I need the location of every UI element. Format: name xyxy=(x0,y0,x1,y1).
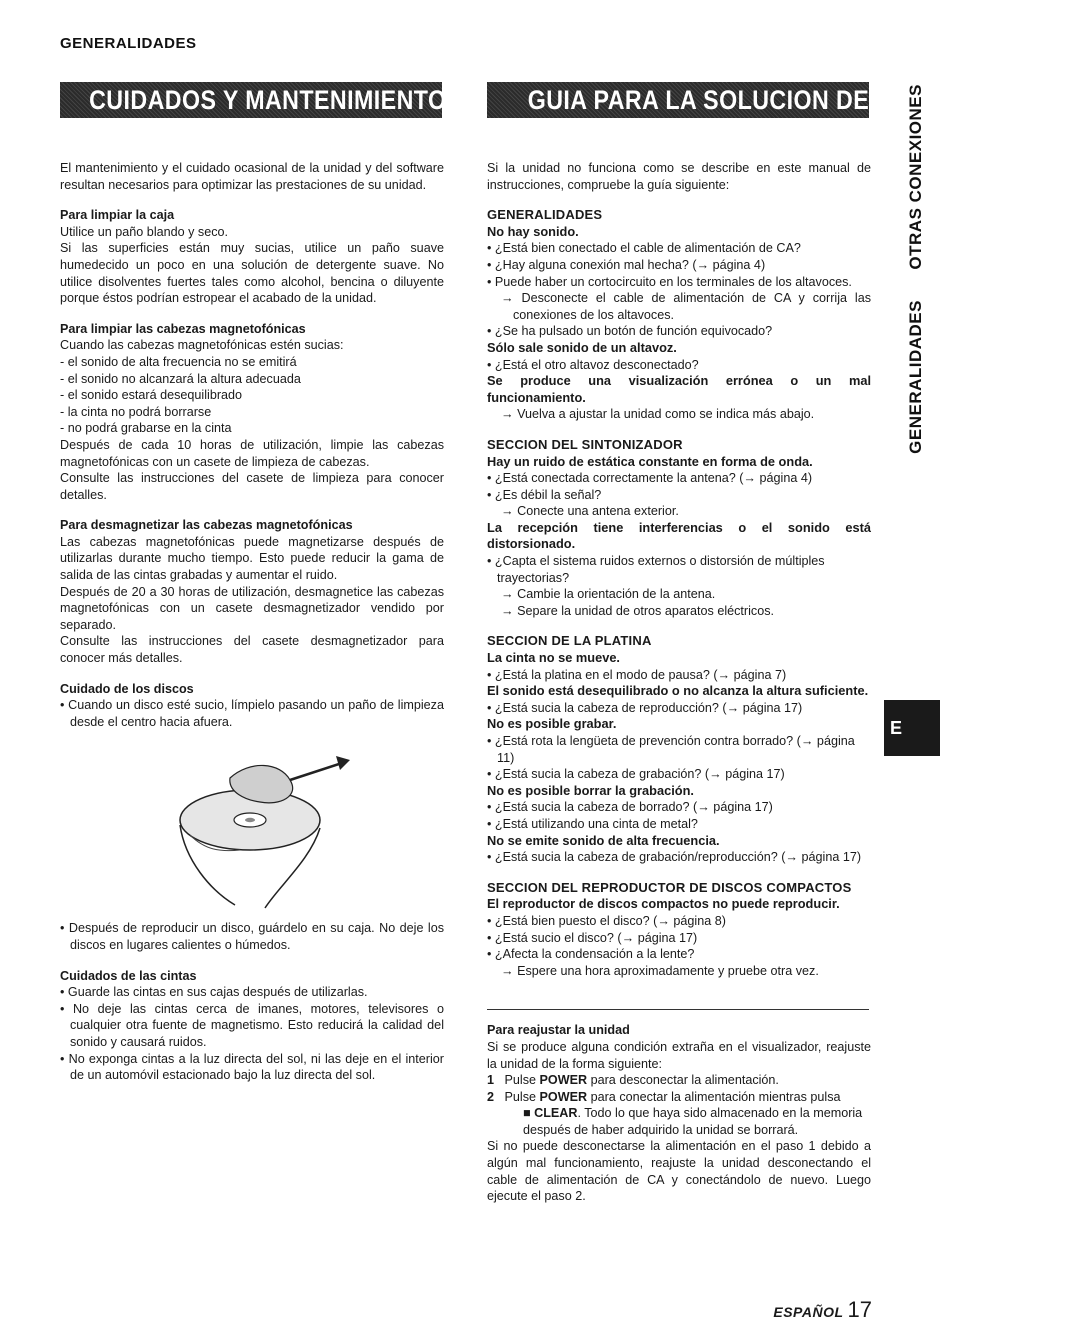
step-text: . Todo lo que haya sido almacenado en la memoria después de haber adquirido la unidad se borrará. xyxy=(523,1106,863,1137)
list-item: • ¿Está sucia la cabeza de grabación? (→ página 17) xyxy=(487,767,785,782)
heading-clean-case: Para limpiar la caja xyxy=(60,208,175,223)
list-item: - el sonido no alcanzará la altura adecuada xyxy=(60,371,301,386)
list-item: • ¿Está sucia la cabeza de borrado? (→ página 17) xyxy=(487,800,773,815)
list-item: - la cinta no podrá borrarse xyxy=(60,404,212,419)
clear-key-label: ■ CLEAR xyxy=(523,1106,578,1121)
list-item: • ¿Está bien conectado el cable de alimentación de CA? xyxy=(487,241,801,256)
heading-tuner: SECCION DEL SINTONIZADOR xyxy=(487,436,683,452)
list-item: • ¿Está sucio el disco? (→ página 17) xyxy=(487,930,698,945)
step-text: Pulse xyxy=(504,1089,540,1104)
remedy-item: → Espere una hora aproximadamente y pruebe otra vez. xyxy=(501,963,819,978)
problem-heading: No hay sonido. xyxy=(487,223,579,239)
footer-language: ESPAÑOL xyxy=(773,1304,844,1320)
paragraph: Utilice un paño blando y seco. xyxy=(60,224,229,239)
step-number: 1 xyxy=(487,1073,495,1088)
right-column xyxy=(487,160,871,1205)
step-number: 2 xyxy=(487,1089,495,1104)
paragraph: Consulte las instrucciones del casete de limpieza para conocer detalles. xyxy=(60,471,444,502)
list-item: - el sonido de alta frecuencia no se emitirá xyxy=(60,354,297,369)
heading-disc-care: Cuidado de los discos xyxy=(60,681,194,696)
step-item xyxy=(487,1072,871,1089)
paragraph: Si las superficies están muy sucias, utilice un paño suave humedecido un poco en una solución de detergente suave. No utilice disolventes fuertes tales como alcohol, bencina o diluyente porque éstos podrían estropear el acabado de la unidad. xyxy=(60,241,444,306)
step-item xyxy=(487,1089,871,1139)
list-item: • ¿Está la platina en el modo de pausa? (→ página 7) xyxy=(487,667,787,682)
list-item: • ¿Está utilizando una cinta de metal? xyxy=(487,816,698,831)
paragraph: Si no puede desconectarse la alimentación en el paso 1 debido a algún mal funcionamiento, reajuste la unidad desconectando el cable de alimentación de CA y conectándolo de nuevo. Luego ejecute el paso 2. xyxy=(487,1139,871,1204)
problem-heading: Hay un ruido de estática constante en forma de onda. xyxy=(487,453,813,469)
list-item: • ¿Hay alguna conexión mal hecha? (→ página 4) xyxy=(487,257,766,272)
list-item: • No exponga cintas a la luz directa del sol, ni las deje en el interior de un automóvil estacionado bajo la luz directa del sol. xyxy=(60,1051,444,1083)
list-item: • ¿Está conectada correctamente la antena? (→ página 4) xyxy=(487,471,813,486)
problem-heading: No se emite sonido de alta frecuencia. xyxy=(487,832,720,848)
step-text: para desconectar la alimentación. xyxy=(587,1073,779,1088)
power-key-label: POWER xyxy=(539,1089,588,1104)
paragraph: Las cabezas magnetofónicas puede magnetizarse después de utilizarlas durante mucho tiempo. Esto puede reducir la gama de salida de las cintas grabadas y aumentar el ruido. xyxy=(60,534,444,583)
remedy-item: → Desconecte el cable de alimentación de CA y corrija las conexiones de los altavoces. xyxy=(501,291,871,322)
disc-cleaning-illustration xyxy=(160,740,360,910)
problem-heading: El sonido está desequilibrado o no alcanza la altura suficiente. xyxy=(487,683,869,699)
heading-cd: SECCION DEL REPRODUCTOR DE DISCOS COMPACTOS xyxy=(487,879,852,895)
list-item: • Cuando un disco esté sucio, límpielo pasando un paño de limpieza desde el centro hacia afuera. xyxy=(60,698,444,729)
banner-care-maintenance: CUIDADOS Y MANTENIMIENTO xyxy=(60,82,442,118)
list-item: • ¿Capta el sistema ruidos externos o distorsión de múltiples trayectorias? xyxy=(487,554,825,585)
remedy-item: → Cambie la orientación de la antena. xyxy=(501,587,716,602)
heading-general: GENERALIDADES xyxy=(487,207,603,223)
hand-wiping-disc-icon xyxy=(160,740,360,910)
list-item: • No deje las cintas cerca de imanes, motores, televisores o cualquier otra fuente de magnetismo. Esto reducirá la calidad del sonido y causará ruidos. xyxy=(60,1001,444,1049)
list-item: • ¿Está el otro altavoz desconectado? xyxy=(487,357,699,372)
page-footer xyxy=(773,1297,872,1322)
list-item: • ¿Está sucia la cabeza de grabación/reproducción? (→ página 17) xyxy=(487,850,862,865)
left-column xyxy=(60,160,444,1084)
problem-heading: Sólo sale sonido de un altavoz. xyxy=(487,339,677,355)
list-item: • ¿Afecta la condensación a la lente? xyxy=(487,947,695,962)
remedy-item: → Vuelva a ajustar la unidad como se indica más abajo. xyxy=(501,407,815,422)
remedy-item: → Separe la unidad de otros aparatos eléctricos. xyxy=(501,603,775,618)
heading-tape-care: Cuidados de las cintas xyxy=(60,968,197,983)
power-key-label: POWER xyxy=(539,1073,588,1088)
list-item: • ¿Está sucia la cabeza de reproducción? (→ página 17) xyxy=(487,700,803,715)
language-marker: E xyxy=(884,700,940,756)
heading-clean-heads: Para limpiar las cabezas magnetofónicas xyxy=(60,321,306,336)
paragraph: Consulte las instrucciones del casete desmagnetizador para conocer más detalles. xyxy=(60,634,444,666)
side-tab-general: GENERALIDADES xyxy=(905,300,925,454)
divider xyxy=(487,1009,869,1010)
paragraph: Después de cada 10 horas de utilización, limpie las cabezas magnetofónicas con un casete de limpieza de cabezas. xyxy=(60,437,444,469)
paragraph: Cuando las cabezas magnetofónicas estén sucias: xyxy=(60,338,344,353)
intro-paragraph: Si la unidad no funciona como se describe en este manual de instrucciones, compruebe la guía siguiente: xyxy=(487,161,871,192)
list-item: • ¿Está rota la lengüeta de prevención contra borrado? (→ página 11) xyxy=(487,734,855,765)
section-label: GENERALIDADES xyxy=(60,35,197,52)
problem-heading: Se produce una visualización errónea o un mal funcionamiento. xyxy=(487,373,871,405)
list-item: - el sonido estará desequilibrado xyxy=(60,388,243,403)
heading-reset: Para reajustar la unidad xyxy=(487,1023,630,1038)
list-item: • ¿Se ha pulsado un botón de función equivocado? xyxy=(487,324,773,339)
list-item: • Guarde las cintas en sus cajas después de utilizarlas. xyxy=(60,985,368,1000)
problem-heading: La recepción tiene interferencias o el sonido está distorsionado. xyxy=(487,519,871,552)
list-item: • Puede haber un cortocircuito en los terminales de los altavoces. xyxy=(487,274,852,289)
list-item: • ¿Está bien puesto el disco? (→ página 8) xyxy=(487,913,726,928)
remedy-item: → Conecte una antena exterior. xyxy=(501,504,679,519)
intro-paragraph: El mantenimiento y el cuidado ocasional de la unidad y del software resultan necesarios para optimizar las prestaciones de su unidad. xyxy=(60,161,444,192)
heading-deck: SECCION DE LA PLATINA xyxy=(487,633,652,649)
paragraph: Después de 20 a 30 horas de utilización, desmagnetice las cabezas magnetofónicas con un casete desmagnetizador vendido por separado. xyxy=(60,584,444,632)
problem-heading: No es posible borrar la grabación. xyxy=(487,782,694,798)
page-number: 17 xyxy=(847,1297,872,1322)
problem-heading: No es posible grabar. xyxy=(487,716,617,732)
problem-heading: La cinta no se mueve. xyxy=(487,650,620,666)
list-item: • ¿Es débil la señal? xyxy=(487,487,602,502)
problem-heading: El reproductor de discos compactos no puede reproducir. xyxy=(487,896,840,912)
list-item: • Después de reproducir un disco, guárdelo en su caja. No deje los discos en lugares calientes o húmedos. xyxy=(60,921,444,952)
step-text: Pulse xyxy=(504,1073,540,1088)
side-tab-other-connections: OTRAS CONEXIONES xyxy=(905,84,925,270)
banner-troubleshooting: GUIA PARA LA SOLUCION DE PROBLEMAS xyxy=(487,82,869,118)
heading-demagnetize: Para desmagnetizar las cabezas magnetofónicas xyxy=(60,518,353,533)
step-text: para conectar la alimentación mientras pulsa xyxy=(587,1089,841,1104)
list-item: - no podrá grabarse en la cinta xyxy=(60,421,232,436)
paragraph: Si se produce alguna condición extraña en el visualizador, reajuste la unidad de la forma siguiente: xyxy=(487,1039,871,1071)
